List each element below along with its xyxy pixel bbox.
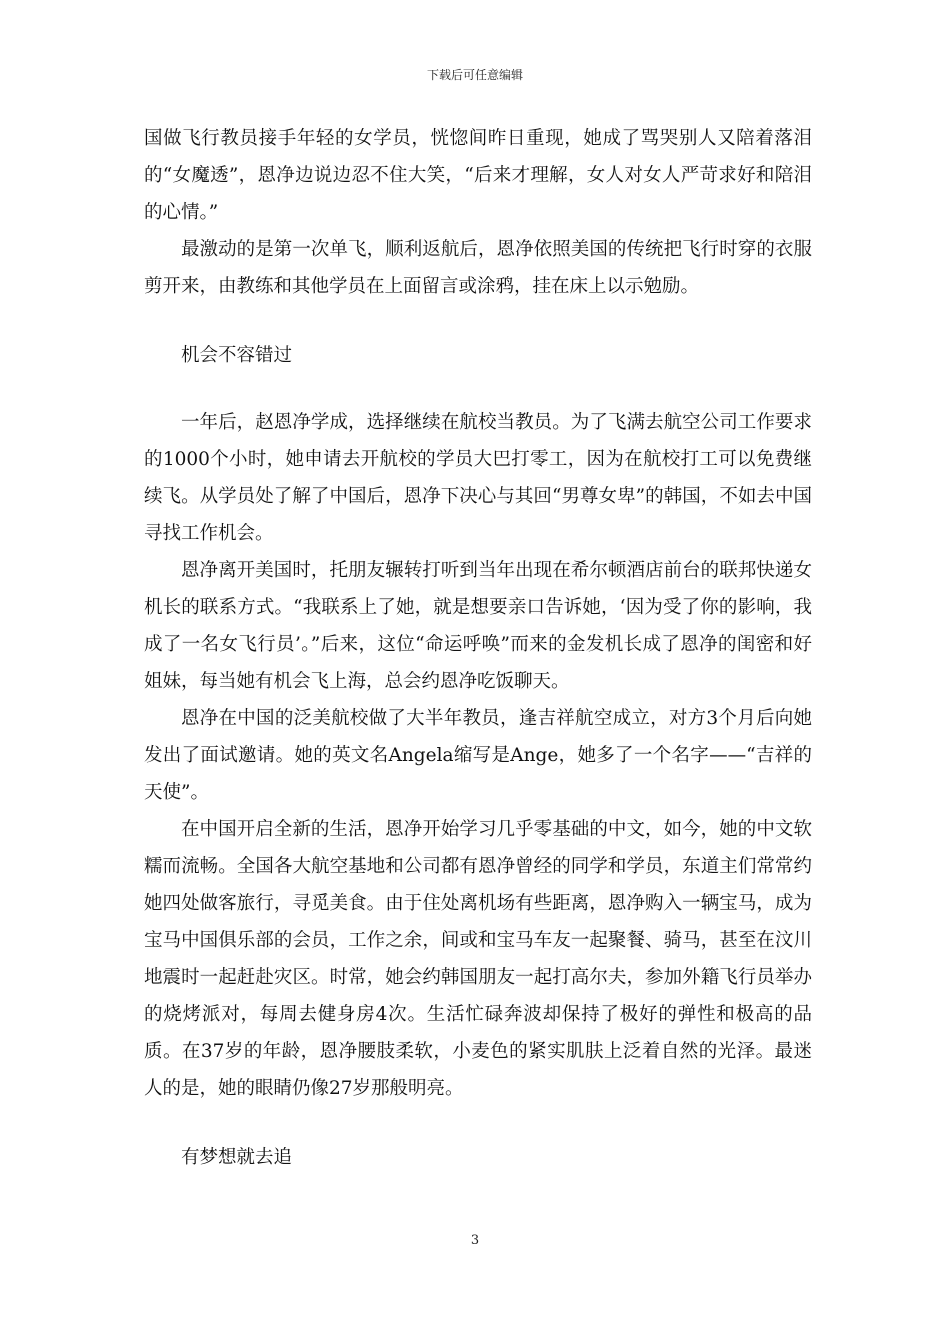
section-spacer xyxy=(144,305,812,337)
paragraph-first-solo-flight: 最激动的是第一次单飞，顺利返航后，恩净依照美国的传统把飞行时穿的衣服剪开来，由教练和其他学员在上面留言或涂鸦，挂在床上以示勉励。 xyxy=(144,239,812,297)
page-header: 下载后可任意编辑 xyxy=(426,68,523,82)
paragraph-fedex-captain: 恩净离开美国时，托朋友辗转打听到当年出现在希尔顿酒店前台的联邦快递女机长的联系方式。“我联系上了她，就是想要亲口告诉她，‘因为受了你的影响，我成了一名女飞行员’。”后来，这位“命运呼唤”而来的金发机长成了恩净的闺密和好姐妹，每当她有机会飞上海，总会约恩净吃饭聊天。 xyxy=(144,560,812,692)
paragraph-juneyao-airlines: 恩净在中国的泛美航校做了大半年教员，逢吉祥航空成立，对方3个月后向她发出了面试邀请。她的英文名Angela缩写是Ange，她多了一个名字——“吉祥的天使”。 xyxy=(144,708,812,803)
section-heading-opportunity: 机会不容错过 xyxy=(181,345,293,366)
section-heading-dream: 有梦想就去追 xyxy=(181,1147,293,1168)
paragraph-life-in-china: 在中国开启全新的生活，恩净开始学习几乎零基础的中文，如今，她的中文软糯而流畅。全国各大航空基地和公司都有恩净曾经的同学和学员，东道主们常常约她四处做客旅行，寻觅美食。由于住处离机场有些距离，恩净购入一辆宝马，成为宝马中国俱乐部的会员，工作之余，间或和宝马车友一起聚餐、骑马，甚至在汶川地震时一起赶赴灾区。时常，她会约韩国朋友一起打高尔夫，参加外籍飞行员举办的烧烤派对，每周去健身房4次。生活忙碌奔波却保持了极好的弹性和极高的品质。在37岁的年龄，恩净腰肢柔软，小麦色的紧实肌肤上泛着自然的光泽。最迷人的是，她的眼睛仍像27岁那般明亮。 xyxy=(144,819,812,1099)
page-number: 3 xyxy=(470,1233,480,1248)
section-spacer xyxy=(144,374,812,404)
paragraph-graduation: 一年后，赵恩净学成，选择继续在航校当教员。为了飞满去航空公司工作要求的1000个小时，她申请去开航校的学员大巴打零工，因为在航校打工可以免费继续飞。从学员处了解了中国后，恩净下决心与其回“男尊女卑”的韩国，不如去中国寻找工作机会。 xyxy=(144,412,812,544)
document-body xyxy=(144,120,812,1176)
paragraph-continued: 国做飞行教员接手年轻的女学员，恍惚间昨日重现，她成了骂哭别人又陪着落泪的“女魔透”，恩净边说边忍不住大笑，“后来才理解，女人对女人严苛求好和陪泪的心情。” xyxy=(144,128,812,223)
section-spacer xyxy=(144,1107,812,1139)
